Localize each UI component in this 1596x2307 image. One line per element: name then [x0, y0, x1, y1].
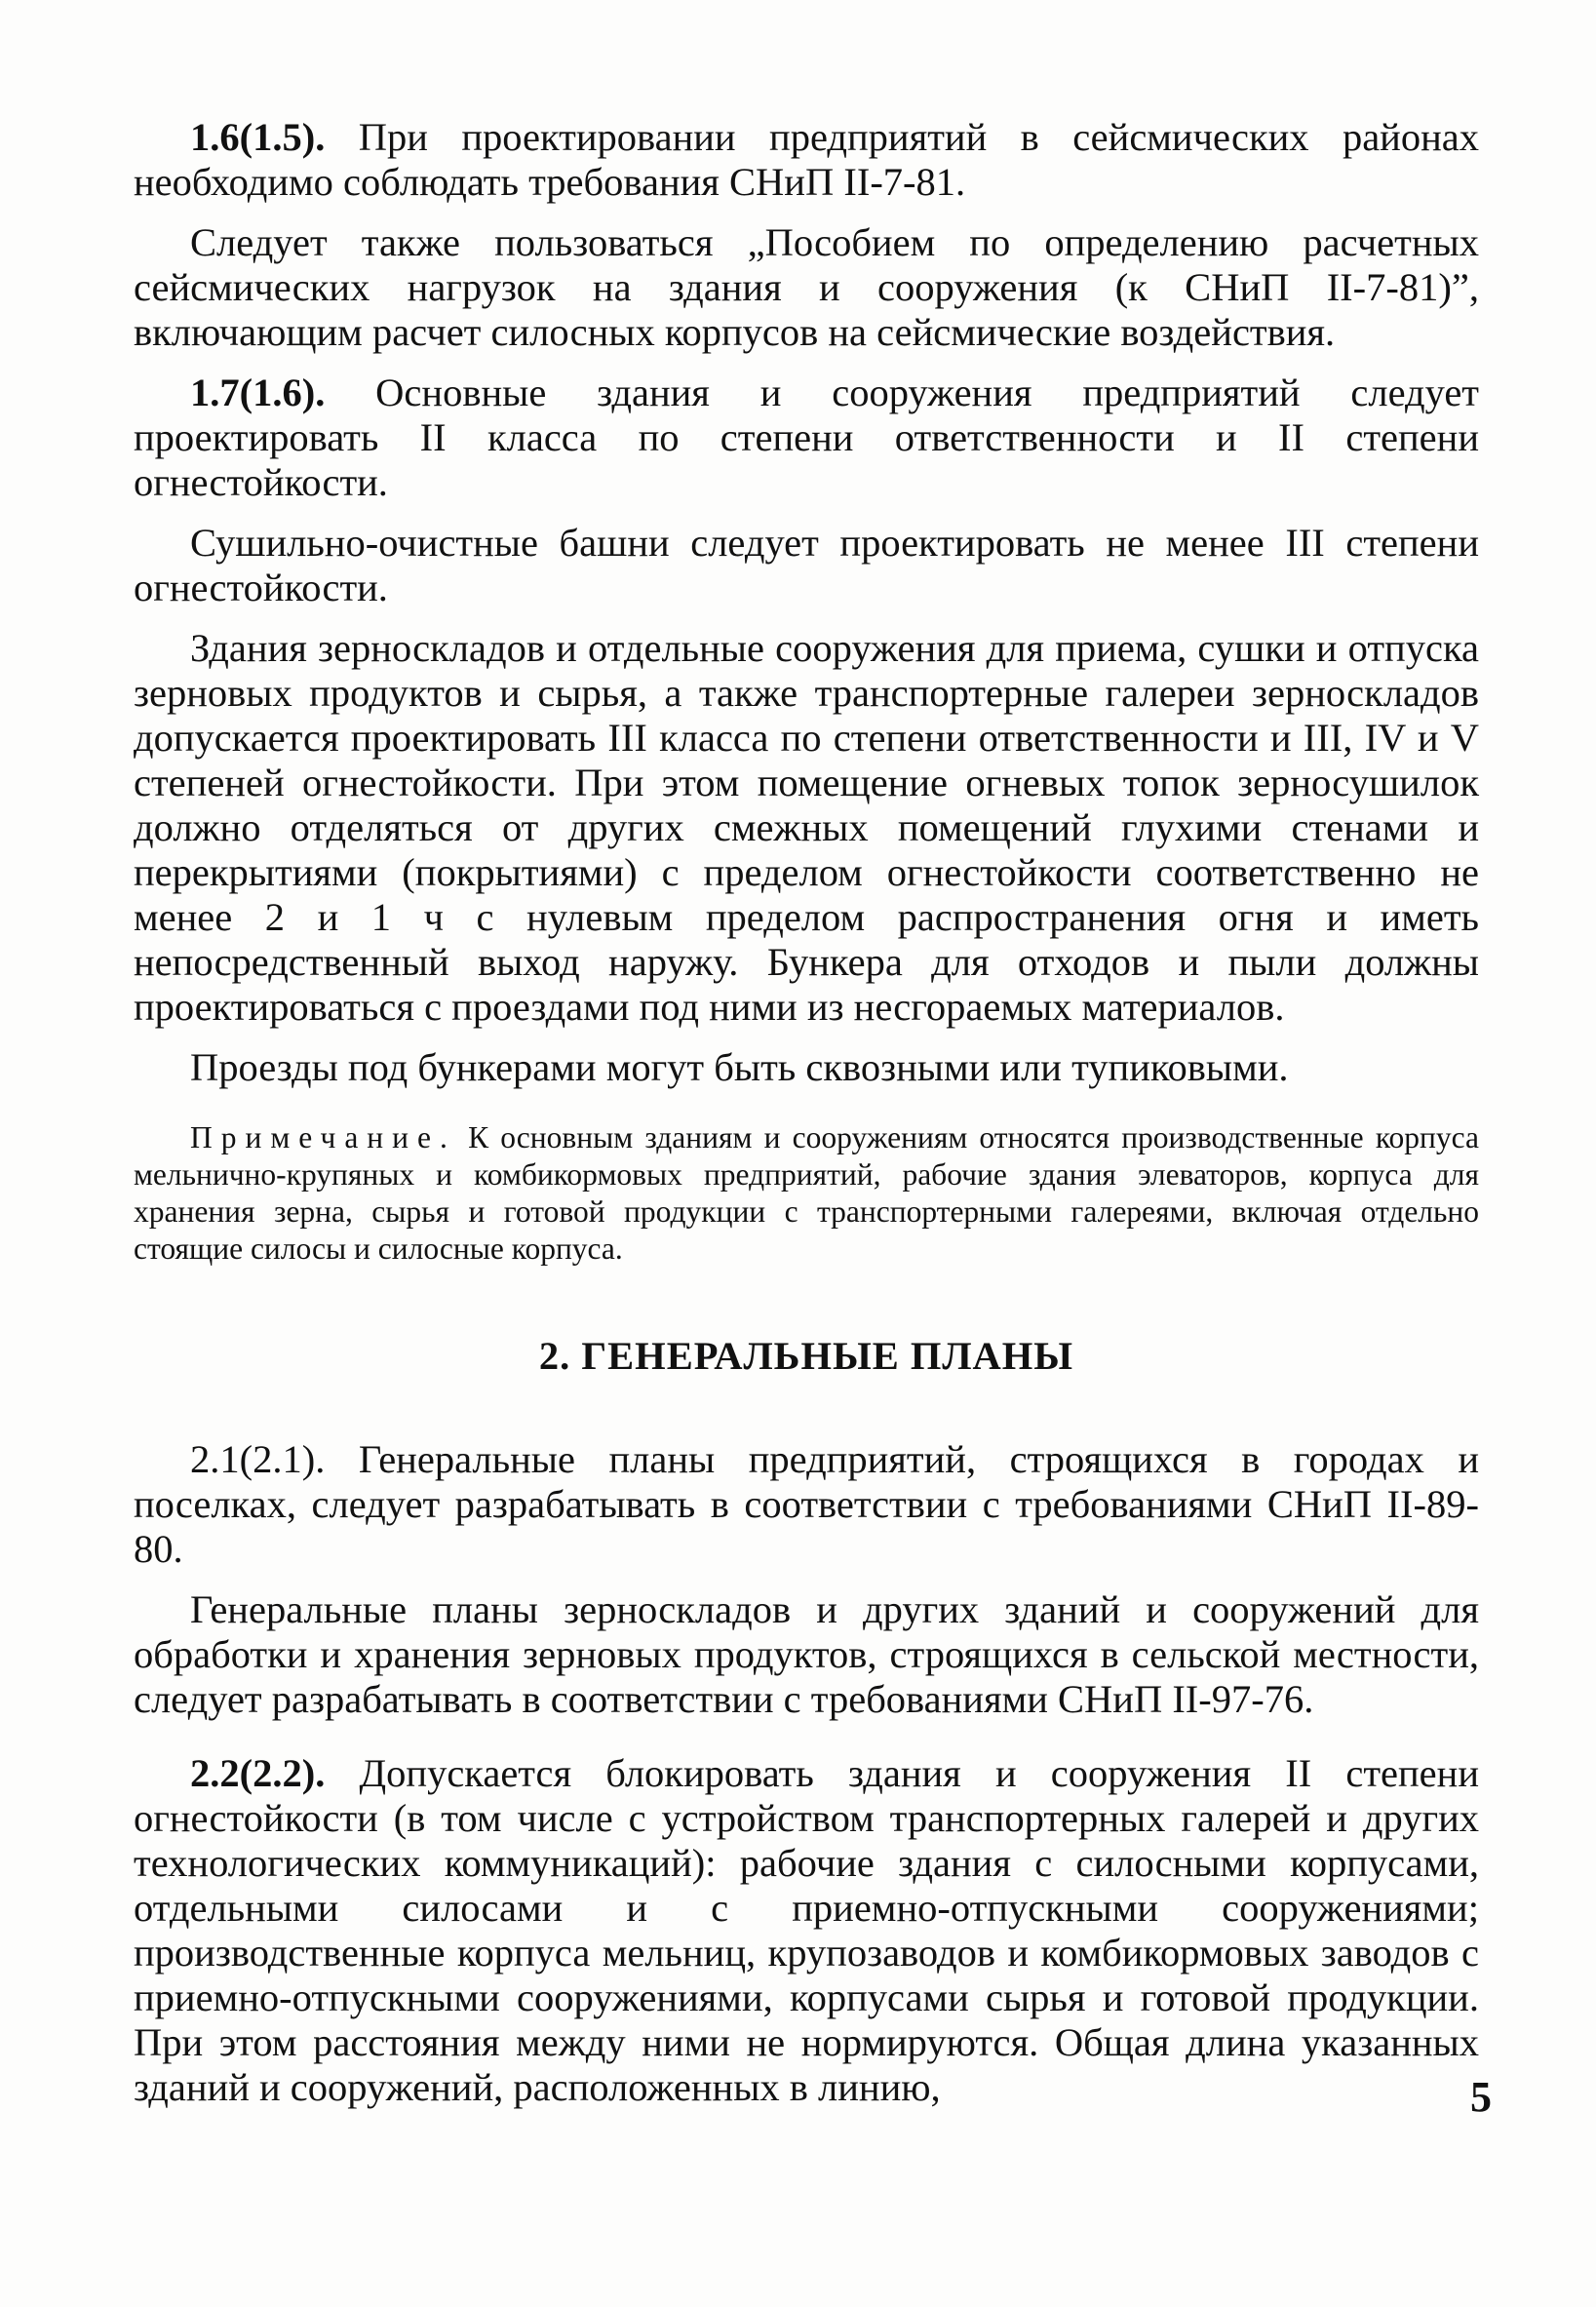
- paragraph-2-1: [134, 1437, 1479, 1572]
- page-number: 5: [1470, 2073, 1492, 2121]
- paragraph-1-7-warehouses: [134, 626, 1479, 1030]
- paragraph-2-1-continued: [134, 1587, 1479, 1722]
- paragraph-1-6: [134, 115, 1479, 205]
- clause-number: 2.1(2.1).: [190, 1437, 326, 1481]
- paragraph-1-7-passages: [134, 1045, 1479, 1090]
- paragraph-1-6-continued: [134, 220, 1479, 355]
- page-content: [134, 115, 1479, 2126]
- paragraph-text: Генеральные планы предприятий, строящихся в городах и поселках, следует разрабатывать в соответствии с требованиями СНиП II-89-80.: [134, 1437, 1479, 1571]
- paragraph-text: Генеральные планы зерноскладов и других зданий и сооружений для обработки и хранения зерновых продуктов, строящихся в сельской местности, следует разрабатывать в соответствии с требованиями СНиП II-97-76.: [134, 1587, 1479, 1721]
- paragraph-text: Сушильно-очистные башни следует проектировать не менее III степени огнестойкости.: [134, 521, 1479, 609]
- paragraph-text: При проектировании предприятий в сейсмических районах необходимо соблюдать требования СНиП II-7-81.: [134, 115, 1479, 204]
- paragraph-2-2: [134, 1751, 1479, 2110]
- paragraph-text: Основные здания и сооружения предприятий следует проектировать II класса по степени ответственности и II степени огнестойкости.: [134, 371, 1480, 504]
- paragraph-text: Здания зерноскладов и отдельные сооружения для приема, сушки и отпуска зерновых продуктов и сырья, а также транспортерные галереи зерноскладов допускается проектировать III класса по степени ответственности и III, IV и V степеней огнестойкости. При этом помещение огневых топок зерносушилок должно отделяться от других смежных помещений глухими стенами и перекрытиями (покрытиями) с пределом огнестойкости соответственно не менее 2 и 1 ч с нулевым пределом распространения огня и иметь непосредственный выход наружу. Бункера для отходов и пыли должны проектироваться с проездами под ними из несгораемых материалов.: [134, 626, 1479, 1029]
- note-label: Примечание.: [190, 1120, 456, 1154]
- clause-number: 2.2(2.2).: [190, 1751, 326, 1795]
- paragraph-text: Допускается блокировать здания и сооружения II степени огнестойкости (в том числе с устройством транспортерных галерей и других технологических коммуникаций): рабочие здания с силосными корпусами, отдельными силосами и с приемно-отпускными сооружениями; производственные корпуса мельниц, крупозаводов и комбикормовых заводов с приемно-отпускными сооружениями, корпусами сырья и готовой продукции. При этом расстояния между ними не нормируются. Общая длина указанных зданий и сооружений, расположенных в линию,: [134, 1751, 1479, 2109]
- paragraph-text: Проезды под бункерами могут быть сквозными или тупиковыми.: [190, 1045, 1289, 1089]
- clause-number: 1.7(1.6).: [190, 371, 326, 414]
- note-block: [134, 1119, 1479, 1268]
- paragraph-text: Следует также пользоваться „Пособием по определению расчетных сейсмических нагрузок на здания и сооружения (к СНиП II-7-81)”, включающим расчет силосных корпусов на сейсмические воздействия.: [134, 220, 1479, 354]
- paragraph-1-7: [134, 371, 1479, 505]
- section-heading: 2. ГЕНЕРАЛЬНЫЕ ПЛАНЫ: [538, 1334, 1074, 1378]
- clause-number: 1.6(1.5).: [190, 115, 326, 159]
- note-text: К основным зданиям и сооружениям относятся производственные корпуса мельнично-крупяных и комбикормовых предприятий, рабочие здания элеваторов, корпуса для хранения зерна, сырья и готовой продукции с транспортерными галереями, включая отдельно стоящие силосы и силосные корпуса.: [134, 1120, 1479, 1266]
- paragraph-1-7-drying-towers: [134, 521, 1479, 610]
